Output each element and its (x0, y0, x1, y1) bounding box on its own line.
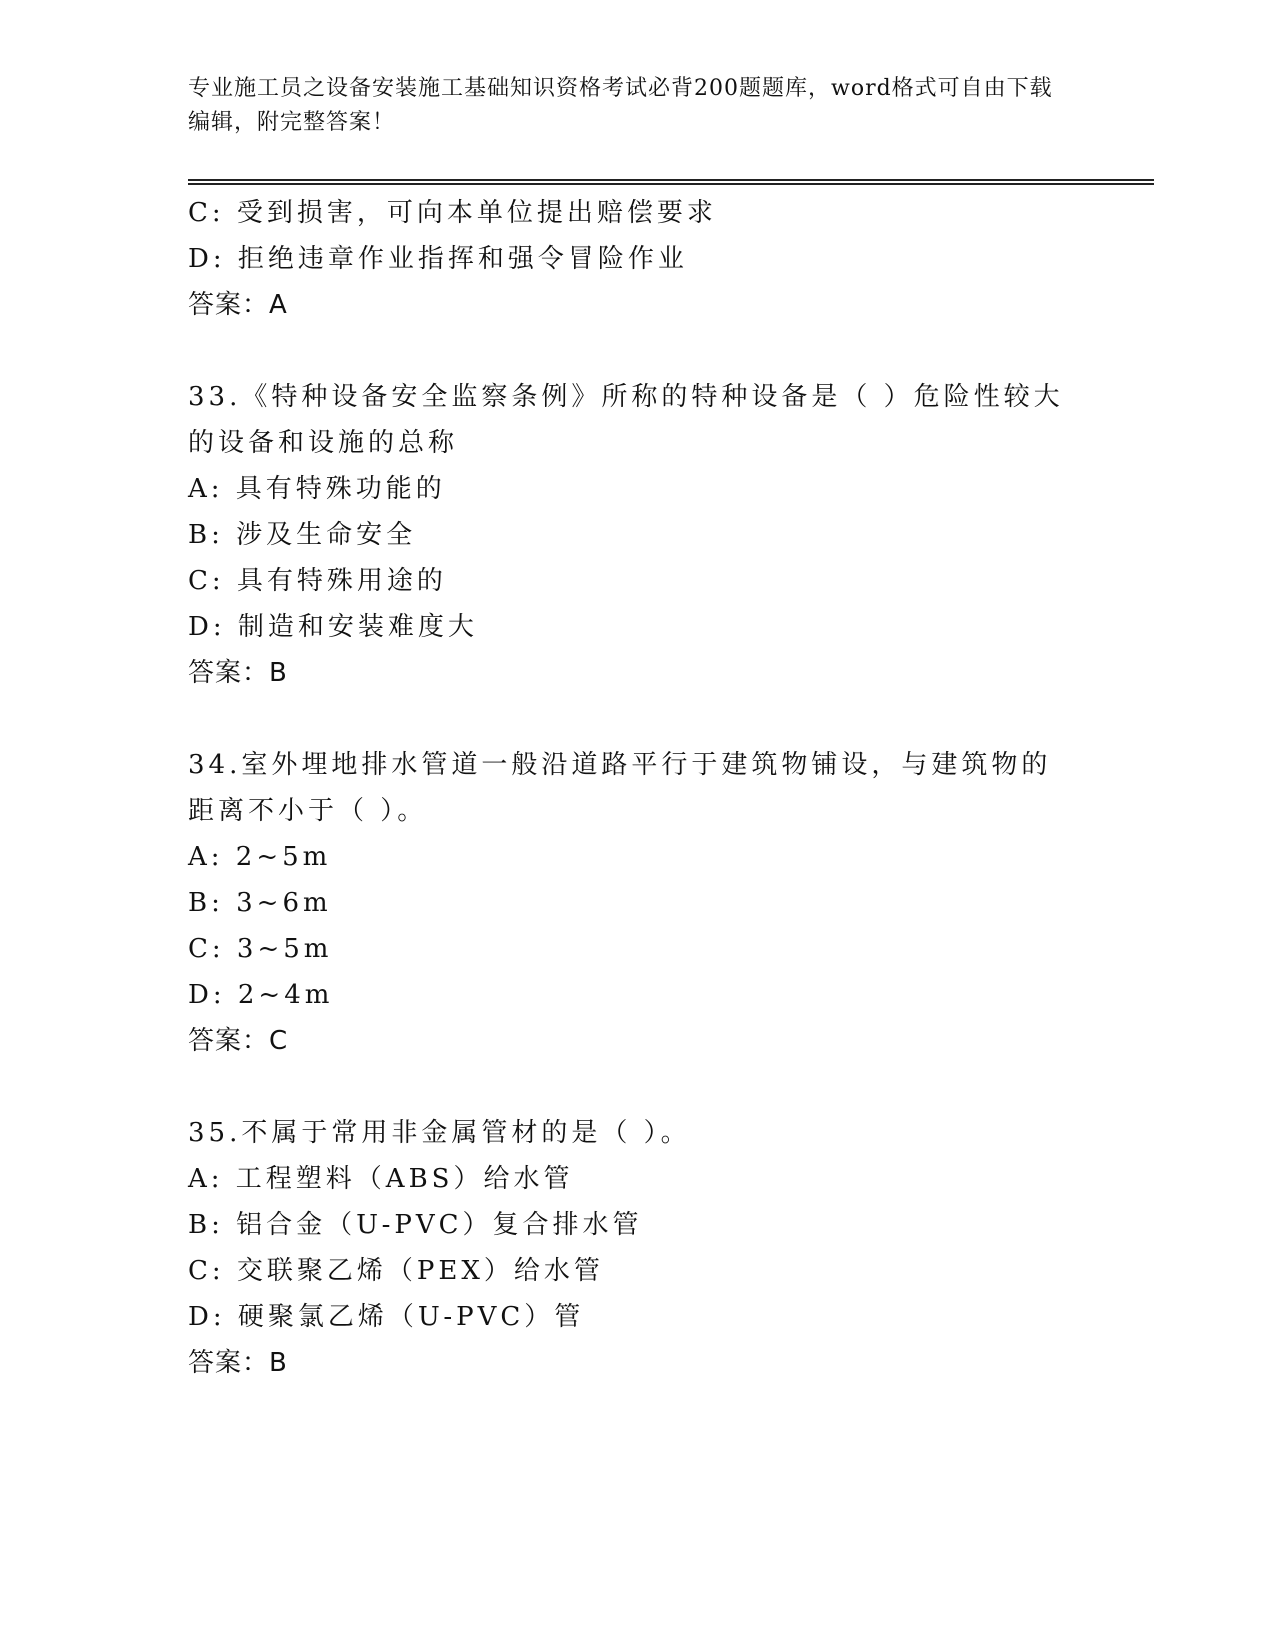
option-b: B: 铝合金（U-PVC）复合排水管 (188, 1210, 643, 1240)
option-b: B: 3~6m (188, 888, 332, 918)
question-text: 33.《特种设备安全监察条例》所称的特种设备是（ ）危险性较大的设备和设施的总称 (188, 382, 1064, 458)
question-32-continued (188, 190, 1088, 328)
option-a: A: 工程塑料（ABS）给水管 (188, 1164, 574, 1194)
spacer (188, 1064, 1088, 1110)
spacer (188, 696, 1088, 742)
header-divider-top (188, 179, 1154, 181)
question-text: 34.室外埋地排水管道一般沿道路平行于建筑物铺设，与建筑物的距离不小于（ ）。 (188, 750, 1052, 826)
document-header: 专业施工员之设备安装施工基础知识资格考试必背200题题库，word格式可自由下载编辑，附完整答案！ (188, 76, 1053, 135)
question-35 (188, 1110, 1088, 1386)
option-d: D: 硬聚氯乙烯（U-PVC）管 (188, 1302, 585, 1332)
answer: 答案：A (188, 290, 288, 320)
option-c: C: 3~5m (188, 934, 333, 964)
option-d: D: 制造和安装难度大 (188, 612, 478, 642)
option-d: D: 2~4m (188, 980, 334, 1010)
option-c: C: 交联聚乙烯（PEX）给水管 (188, 1256, 604, 1286)
option-b: B: 涉及生命安全 (188, 520, 417, 550)
header-divider-bottom (188, 183, 1154, 185)
spacer (188, 328, 1088, 374)
option-d: D: 拒绝违章作业指挥和强令冒险作业 (188, 244, 688, 274)
option-a: A: 2~5m (188, 842, 332, 872)
answer: 答案：C (188, 1026, 289, 1056)
answer: 答案：B (188, 658, 288, 688)
option-c: C: 具有特殊用途的 (188, 566, 447, 596)
option-a: A: 具有特殊功能的 (188, 474, 446, 504)
option-c: C: 受到损害，可向本单位提出赔偿要求 (188, 198, 717, 228)
question-33 (188, 374, 1088, 696)
question-text: 35.不属于常用非金属管材的是（ ）。 (188, 1118, 691, 1148)
answer: 答案：B (188, 1348, 288, 1378)
question-34 (188, 742, 1088, 1064)
question-list (188, 190, 1088, 1386)
